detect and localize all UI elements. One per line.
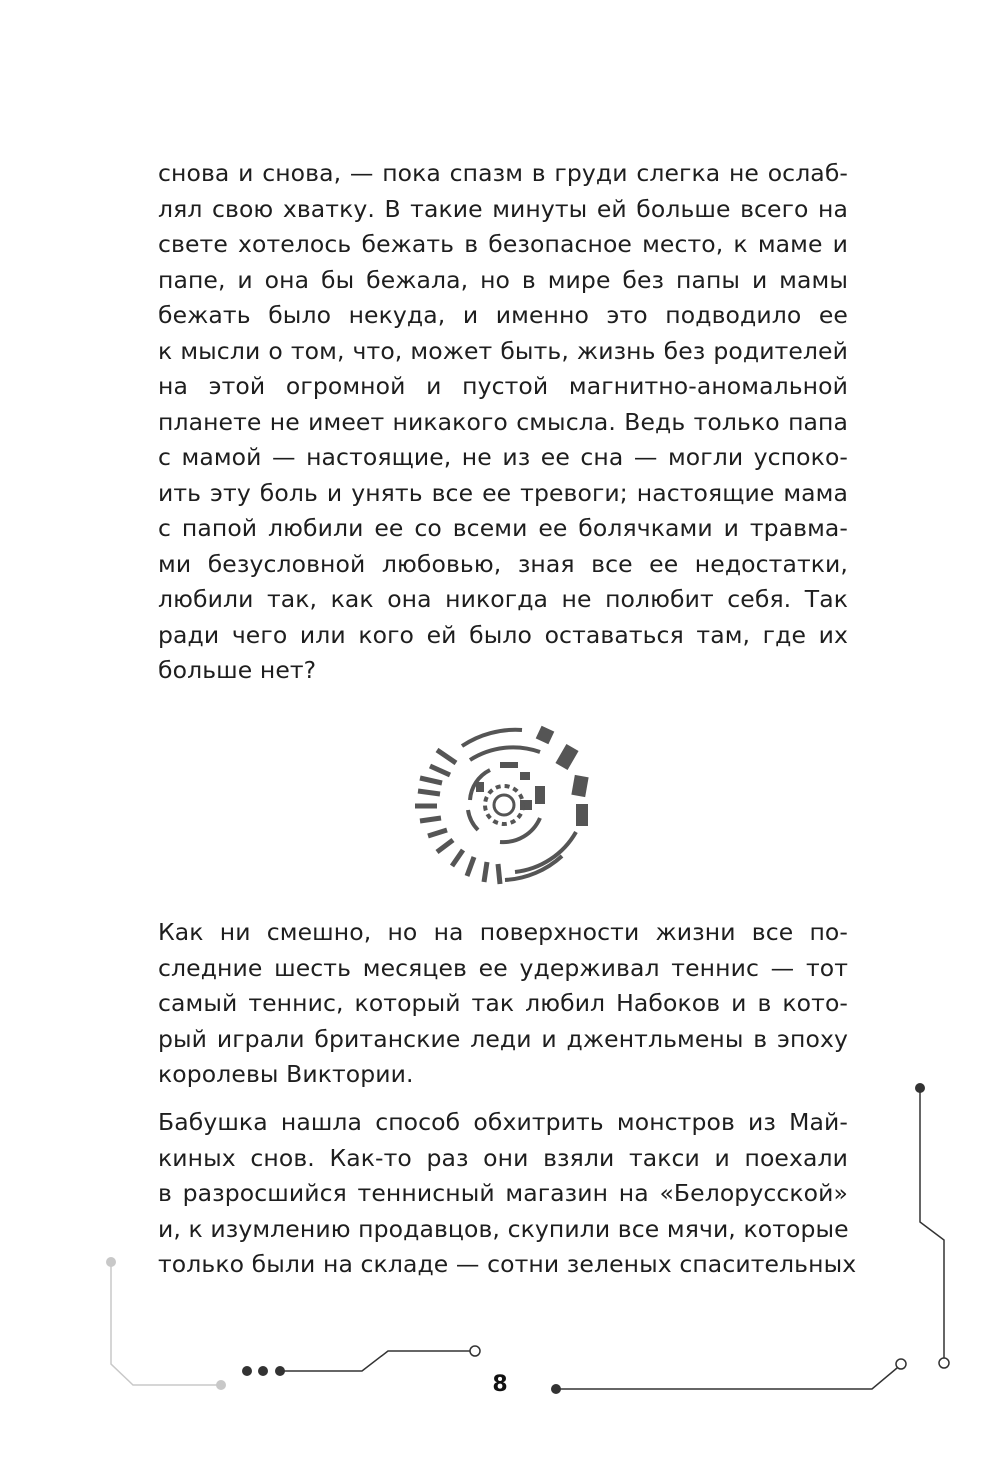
paragraph-2 [158,915,848,1093]
text-line: королевы Виктории. [158,1060,414,1088]
text-line: с мамой — настоящие, не из ее сна — могли успоко- [158,443,848,471]
text-line: только были на складе — сотни зеленых спасительных [158,1250,857,1278]
paragraph-3 [158,1105,857,1283]
text-line: больше нет? [158,656,317,684]
circuit-line-bottom-right [551,1359,906,1394]
page-number: 8 [492,1372,508,1397]
text-line: и, к изумлению продавцов, скупили все мячи, которые [158,1214,849,1243]
text-line: к мысли о том, что, может быть, жизнь без родителей [158,336,848,365]
text-line: ради чего или кого ей было оставаться там, где их [158,620,848,649]
text-line: свете хотелось бежать в безопасное место, к маме и [158,230,848,258]
text-line: ить эту боль и унять все ее тревоги; настоящие мама [158,478,848,507]
text-line: любили так, как она никогда не полюбит себя. Так [158,585,848,613]
text-line: снова и снова, — пока спазм в груди слегка не ослаб- [158,159,848,187]
circuit-line-bottom-left [242,1346,480,1376]
text-line: самый теннис, который так любил Набоков и в кото- [158,989,848,1017]
text-line: папе, и она бы бежала, но в мире без папы и мамы [158,265,848,294]
text-line: Как ни смешно, но на поверхности жизни все по- [158,918,848,946]
text-line: Бабушка нашла способ обхитрить монстров из Май- [158,1108,848,1136]
text-line: следние шесть месяцев ее удерживал теннис — тот [158,953,848,982]
text-line: ми безусловной любовью, зная все ее недостатки, [158,549,848,578]
text-line: с папой любили ее со всеми ее болячками и травма- [158,514,848,542]
text-line: бежать было некуда, и именно это подводило ее [158,301,848,329]
text-line: рый играли британские леди и джентльмены в эпоху [158,1024,848,1053]
text-line: киных снов. Как-то раз они взяли такси и поехали [158,1143,848,1172]
text-line: в разросшийся теннисный магазин на «Белорусской» [158,1179,848,1207]
circuit-line-right [915,1083,949,1368]
text-line: планете не имеет никакого смысла. Ведь только папа [158,407,848,436]
text-line: на этой огромной и пустой магнитно-аномальной [158,372,848,400]
text-line: лял свою хватку. В такие минуты ей больше всего на [158,194,848,223]
circular-tech-ornament-icon [415,726,589,884]
